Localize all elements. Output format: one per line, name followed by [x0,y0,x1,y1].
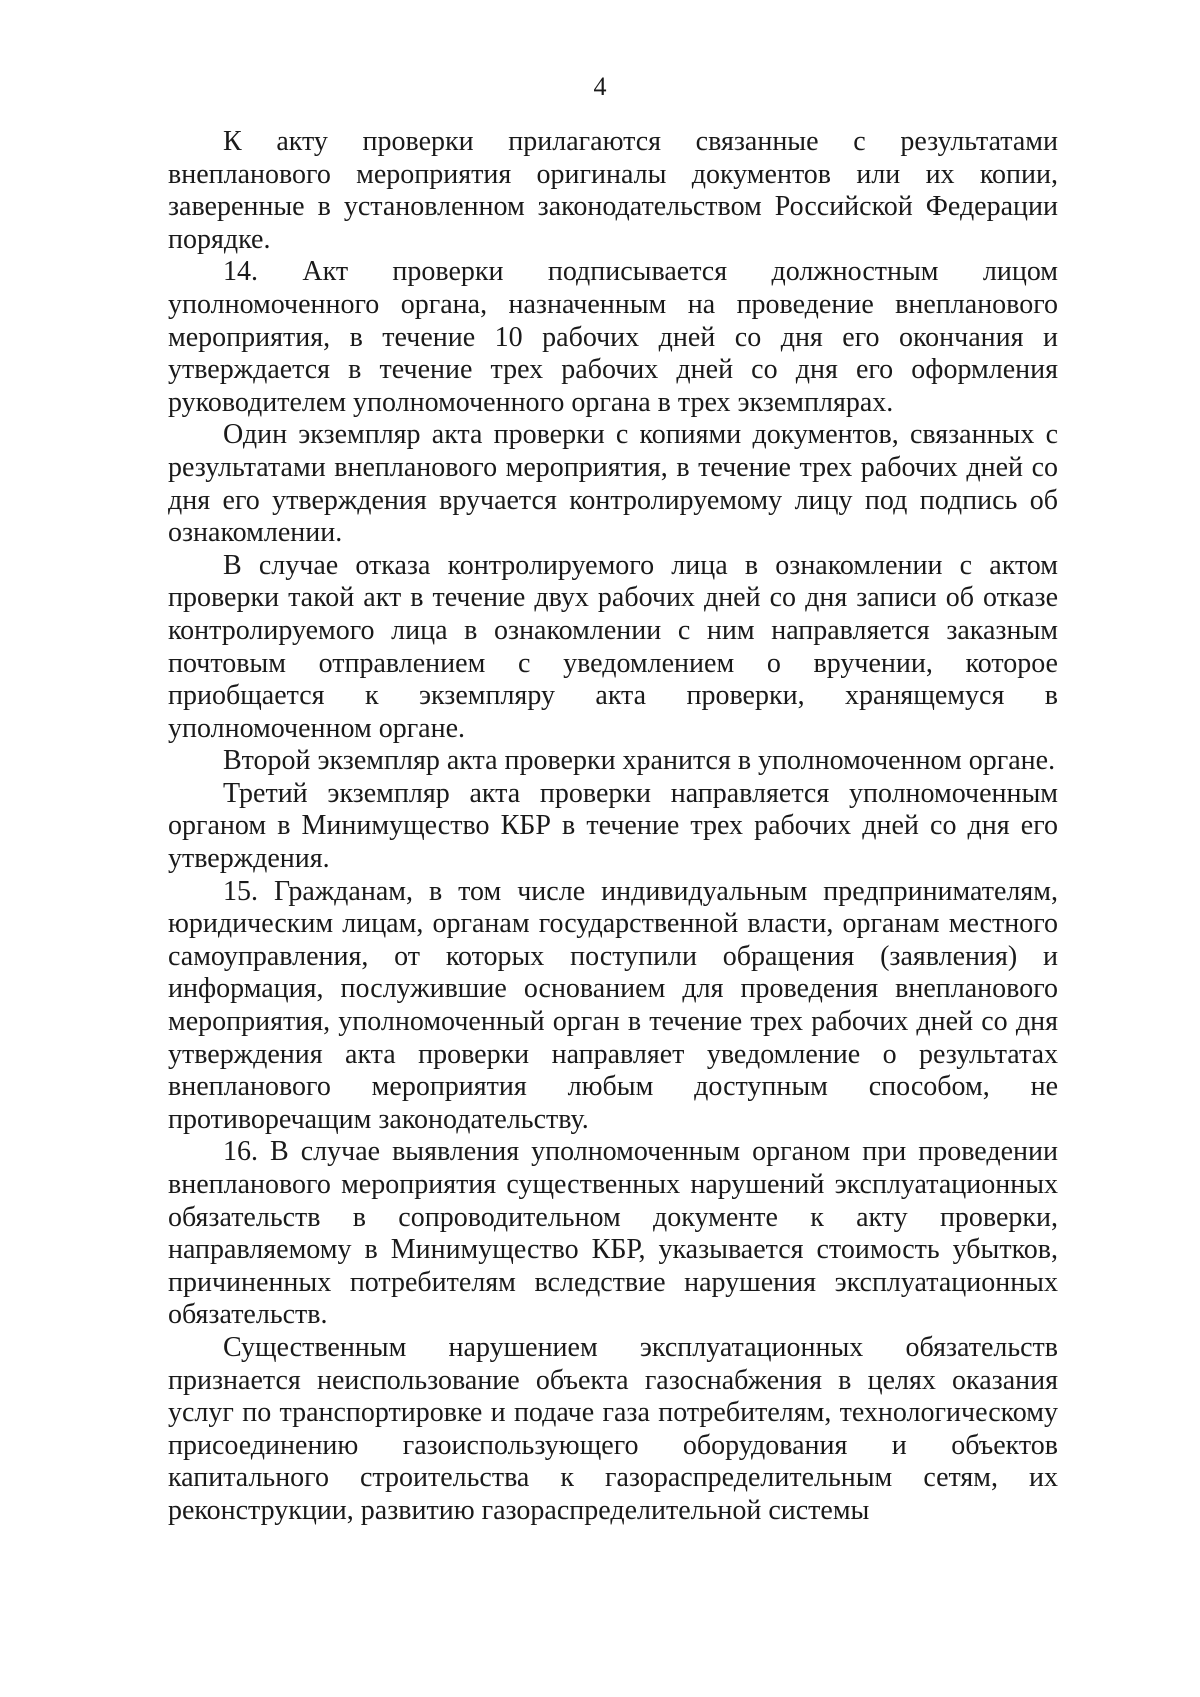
paragraph-refusal: В случае отказа контролируемого лица в ознакомлении с актом проверки такой акт в течение двух рабочих дней со дня записи об отказе контролируемого лица в ознакомлении с ним направляется заказным почтовым отправлением с уведомлением о вручении, которое приобщается к экземпляру акта проверки, хранящемуся в уполномоченном органе. [168,549,1058,744]
paragraph-essential-violation: Существенным нарушением эксплуатационных обязательств признается неиспользование объекта газоснабжения в целях оказания услуг по транспортировке и подаче газа потребителям, технологическому присоединению газоиспользующего оборудования и объектов капитального строительства к газораспределительным сетям, их реконструкции, развитию газораспределительной системы [168,1331,1058,1526]
paragraph-item-15: 15. Гражданам, в том числе индивидуальным предпринимателям, юридическим лицам, органам государственной власти, органам местного самоуправления, от которых поступили обращения (заявления) и информация, послужившие основанием для проведения внепланового мероприятия, уполномоченный орган в течение трех рабочих дней со дня утверждения акта проверки направляет уведомление о результатах внепланового мероприятия любым доступным способом, не противоречащим законодательству. [168,875,1058,1135]
page-number: 4 [593,72,607,101]
paragraph-item-16: 16. В случае выявления уполномоченным органом при проведении внепланового мероприятия существенных нарушений эксплуатационных обязательств в сопроводительном документе к акту проверки, направляемому в Минимущество КБР, указывается стоимость убытков, причиненных потребителям вследствие нарушения эксплуатационных обязательств. [168,1136,1058,1331]
paragraph-item-14: 14. Акт проверки подписывается должностным лицом уполномоченного органа, назначенным на проведение внепланового мероприятия, в течение 10 рабочих дней со дня его окончания и утверждается в течение трех рабочих дней со дня его оформления руководителем уполномоченного органа в трех экземплярах. [168,256,1058,418]
paragraph-third-copy: Третий экземпляр акта проверки направляется уполномоченным органом в Минимущество КБР в течение трех рабочих дней со дня его утверждения. [168,777,1058,875]
document-body [168,126,1058,1528]
paragraph-second-copy: Второй экземпляр акта проверки хранится в уполномоченном органе. [223,745,1056,777]
paragraph-first-copy: Один экземпляр акта проверки с копиями документов, связанных с результатами внепланового мероприятия, в течение трех рабочих дней со дня его утверждения вручается контролируемому лицу под подпись об ознакомлении. [168,419,1058,549]
paragraph-attachments: К акту проверки прилагаются связанные с результатами внепланового мероприятия оригиналы документов или их копии, заверенные в установленном законодательством Российской Федерации порядке. [168,126,1058,255]
